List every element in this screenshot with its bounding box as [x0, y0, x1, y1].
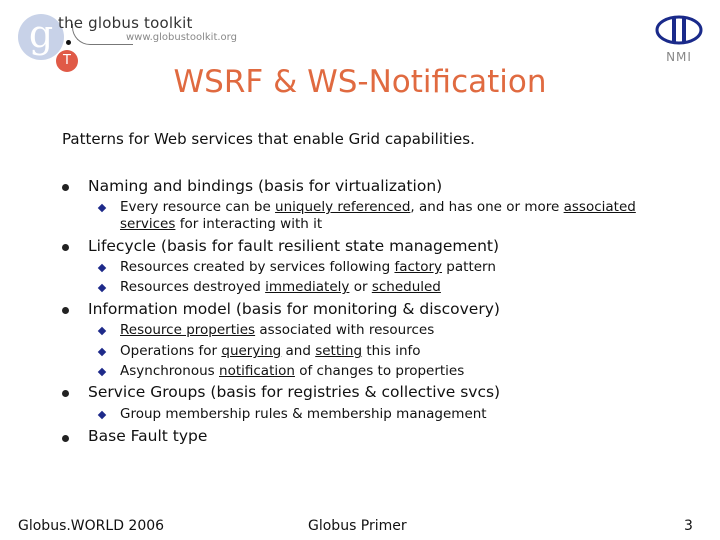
- sub-bullet-group-membership: Group membership rules & membership management: [120, 406, 487, 422]
- bullet-diamond: [98, 411, 106, 419]
- bullet-diamond: [98, 368, 106, 376]
- underlined-term: querying: [221, 343, 282, 359]
- bullet-diamond: [98, 348, 106, 356]
- bullet-base-fault: Base Fault type: [88, 427, 208, 445]
- intro-text: Patterns for Web services that enable Grid capabilities.: [62, 130, 475, 148]
- text: Every resource can be: [120, 199, 276, 215]
- bullet-naming: Naming and bindings (basis for virtualization): [88, 177, 443, 195]
- page-number: 3: [684, 518, 693, 534]
- sub-bullet-resource-properties: [120, 322, 434, 339]
- sub-bullet-factory: [120, 259, 496, 276]
- bullet-diamond: [98, 204, 106, 212]
- text: pattern: [442, 259, 496, 275]
- bullet-dot: [62, 307, 69, 314]
- sub-bullet-destroyed: [120, 279, 441, 296]
- underlined-term: uniquely referenced: [275, 199, 411, 215]
- logo-name: the globus toolkit: [58, 14, 193, 32]
- sub-bullet-unique-reference: [120, 199, 680, 233]
- text: Operations for: [120, 343, 222, 359]
- bullet-lifecycle: Lifecycle (basis for fault resilient state management): [88, 237, 500, 255]
- text: and: [281, 343, 316, 359]
- logo-url: www.globustoolkit.org: [126, 32, 237, 43]
- slide-title: WSRF & WS-Notification: [173, 64, 547, 100]
- text: Asynchronous: [120, 363, 220, 379]
- nmi-logo: [654, 14, 704, 70]
- text: , and has one or more: [410, 199, 564, 215]
- sub-bullet-notification: [120, 363, 464, 380]
- logo-dot: [66, 40, 71, 45]
- underlined-term: Resource properties: [120, 322, 256, 338]
- bullet-service-groups: Service Groups (basis for registries & collective svcs): [88, 383, 501, 401]
- globus-g-icon: g: [18, 14, 64, 60]
- bullet-dot: [62, 435, 69, 442]
- bullet-diamond: [98, 284, 106, 292]
- bullet-information-model: Information model (basis for monitoring & discovery): [88, 300, 500, 318]
- bullet-dot: [62, 184, 69, 191]
- nmi-label: NMI: [666, 50, 692, 64]
- text: associated with resources: [255, 322, 435, 338]
- underlined-term: setting: [315, 343, 363, 359]
- footer-event: Globus.WORLD 2006: [18, 518, 165, 534]
- bullet-dot: [62, 390, 69, 397]
- text: for interacting with it: [175, 216, 323, 232]
- text: or: [349, 279, 372, 295]
- bullet-diamond: [98, 264, 106, 272]
- underlined-term: associated: [563, 199, 636, 215]
- underlined-term: immediately: [265, 279, 350, 295]
- text: this info: [362, 343, 421, 359]
- underlined-term: notification: [219, 363, 295, 379]
- bullet-diamond: [98, 327, 106, 335]
- underlined-term: scheduled: [371, 279, 441, 295]
- underlined-term: services: [120, 216, 176, 232]
- nmi-emblem-icon: [654, 14, 704, 50]
- text: Resources created by services following: [120, 259, 395, 275]
- footer-title: Globus Primer: [308, 518, 407, 534]
- text: of changes to properties: [294, 363, 465, 379]
- bullet-dot: [62, 244, 69, 251]
- text: Resources destroyed: [120, 279, 266, 295]
- underlined-term: factory: [394, 259, 443, 275]
- globus-toolkit-logo: [14, 10, 244, 72]
- globus-t-icon: T: [56, 50, 78, 72]
- sub-bullet-operations: [120, 343, 421, 360]
